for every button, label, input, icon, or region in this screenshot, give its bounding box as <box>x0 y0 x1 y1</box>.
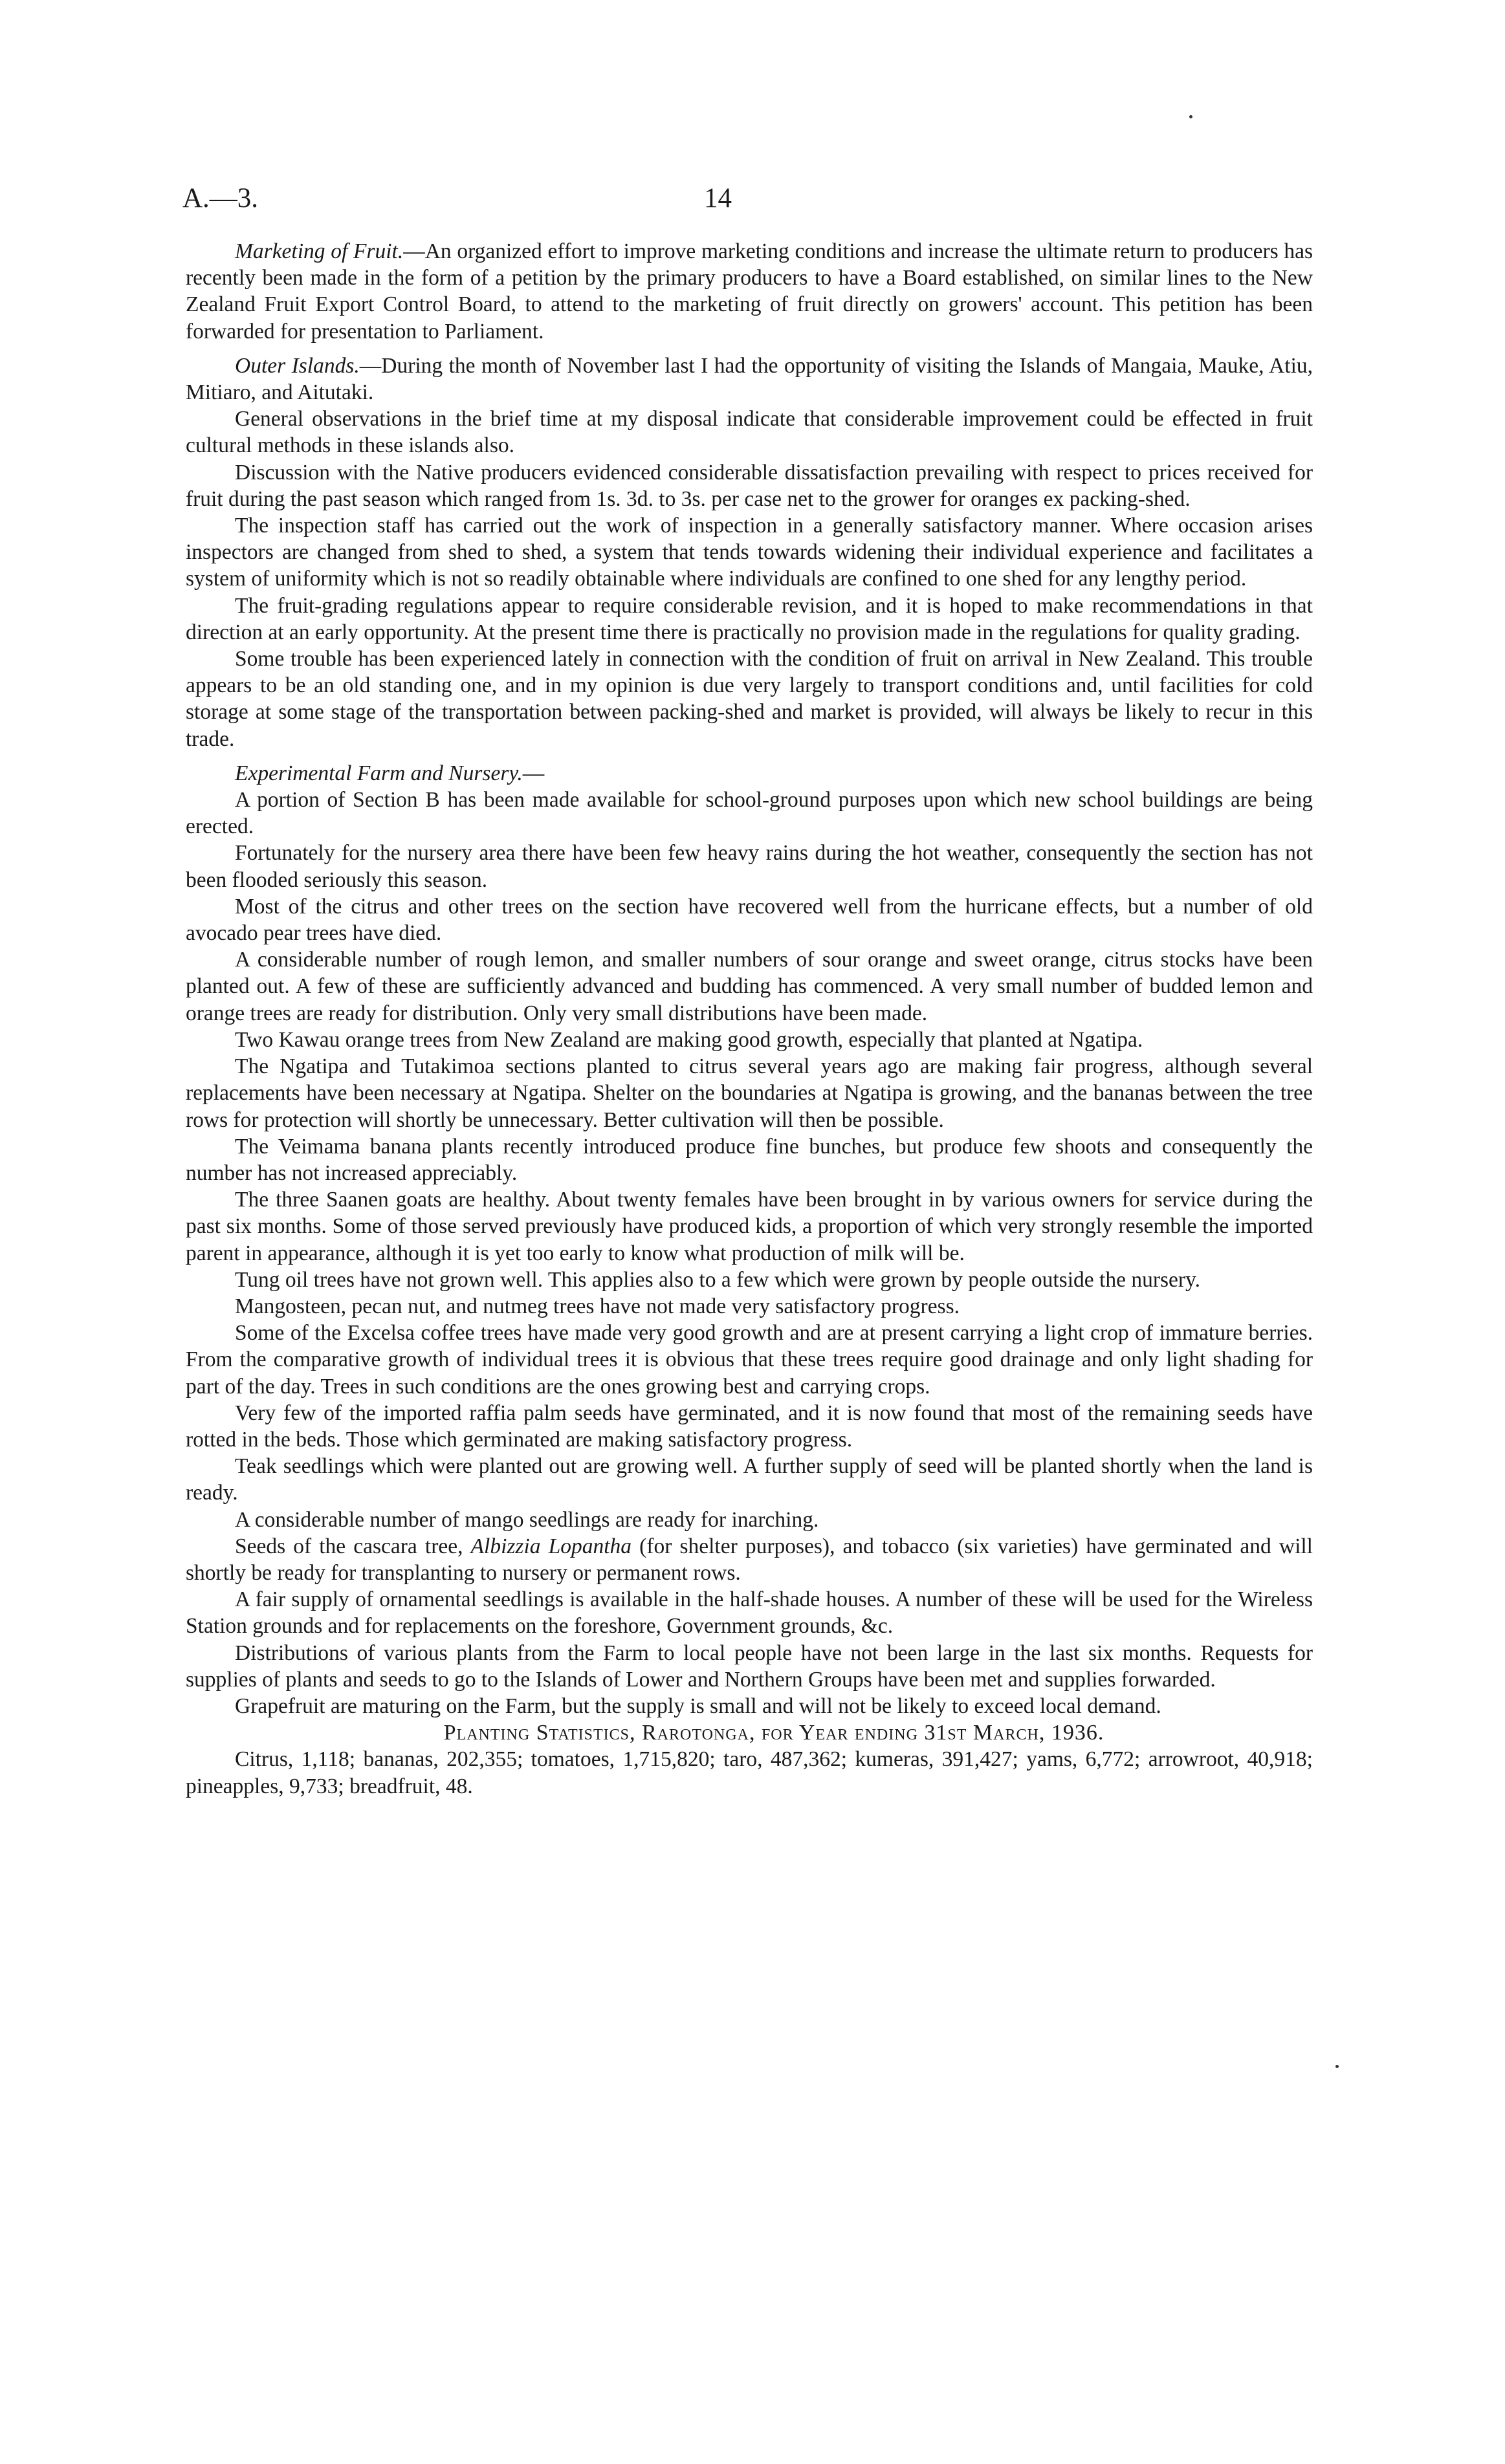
farm-heading-line <box>186 760 1313 787</box>
paragraph: The Ngatipa and Tutakimoa sections planted to citrus several years ago are making fair progress, although several replacements have been necessary at Ngatipa. Shelter on the boundaries at Ngatipa is growing, and the bananas between the tree rows for protection will shortly be unnecessary. Better cultivation will then be possible. <box>186 1054 1313 1132</box>
marketing-heading: Marketing of Fruit. <box>235 239 404 263</box>
outer-islands-heading: Outer Islands. <box>235 353 360 378</box>
paragraph: The Veimama banana plants recently introduced produce fine bunches, but produce few shoots and consequently the number has not increased appreciably. <box>186 1134 1313 1185</box>
marketing-text: —An organized effort to improve marketing conditions and increase the ultimate return to producers has recently been made in the form of a petition by the primary producers to have a Board established, on similar lines to the New Zealand Fruit Export Control Board, to attend to the marketing of fruit directly on growers' account. This petition has been forwarded for presentation to Parliament. <box>186 239 1313 343</box>
paragraph: Most of the citrus and other trees on the section have recovered well from the hurricane effects, but a number of old avocado pear trees have died. <box>186 894 1313 946</box>
seeds-text-before: Seeds of the cascara tree, <box>235 1534 471 1558</box>
statistics-text: Citrus, 1,118; bananas, 202,355; tomatoes, 1,715,820; taro, 487,362; kumeras, 391,427; yams, 6,772; arrowroot, 40,918; pineapples, 9,733; breadfruit, 48. <box>186 1747 1313 1798</box>
paragraph: The fruit-grading regulations appear to require considerable revision, and it is hoped to make recommendations in that direction at an early opportunity. At the present time there is practically no provision made in the regulations for quality grading. <box>186 593 1313 644</box>
page-number: 14 <box>704 183 732 213</box>
statistics-title: Planting Statistics, Rarotonga, for Year ending 31st March, 1936. <box>443 1721 1104 1745</box>
paragraph: Distributions of various plants from the Farm to local people have not been large in the last six months. Requests for supplies of plants and seeds to go to the Islands of Lower and Northern Groups have been met and supplies forwarded. <box>186 1641 1313 1692</box>
speck-mark <box>1335 2065 1339 2068</box>
paragraph: The three Saanen goats are healthy. About twenty females have been brought in by various owners for service during the past six months. Some of those served previously have produced kids, a proportion of which very strongly resemble the imported parent in appearance, although it is yet too early to know what production of milk will be. <box>186 1188 1313 1265</box>
marketing-paragraph <box>186 238 1313 345</box>
seeds-paragraph <box>186 1533 1313 1586</box>
paragraph: A considerable number of mango seedlings are ready for inarching. <box>235 1507 819 1532</box>
farm-heading-dash: — <box>522 761 545 785</box>
outer-islands-text: —During the month of November last I had the opportunity of visiting the Islands of Mangaia, Mauke, Atiu, Mitiaro, and Aitutaki. <box>186 353 1313 405</box>
document-body <box>186 238 1313 1800</box>
paragraph: General observations in the brief time at my disposal indicate that considerable improvement could be effected in fruit cultural methods in these islands also. <box>186 407 1313 458</box>
paragraph: Mangosteen, pecan nut, and nutmeg trees have not made very satisfactory progress. <box>235 1294 960 1318</box>
page-header <box>0 182 1505 221</box>
outer-islands-paragraph <box>186 353 1313 406</box>
paragraph: Some trouble has been experienced lately in connection with the condition of fruit on arrival in New Zealand. This trouble appears to be an old standing one, and in my opinion is due very largely to transport conditions and, until facilities for cold storage at some stage of the transportation between packing-shed and market is provided, will always be likely to recur in this trade. <box>186 647 1313 751</box>
seeds-text-after: (for shelter purposes), and tobacco (six varieties) have germinated and will shortly be ready for transplanting to nursery or permanent rows. <box>186 1534 1313 1585</box>
paragraph: Fortunately for the nursery area there have been few heavy rains during the hot weather, consequently the section has not been flooded seriously this season. <box>186 841 1313 892</box>
species-name: Albizzia Lopantha <box>470 1534 632 1558</box>
speck-mark <box>1189 115 1192 118</box>
document-reference: A.—3. <box>182 183 259 213</box>
paragraph: The inspection staff has carried out the work of inspection in a generally satisfactory manner. Where occasion arises inspectors are changed from shed to shed, a system that tends towards widening their individual experience and facilitates a system of uniformity which is not so readily obtainable where individuals are confined to one shed for any lengthy period. <box>186 514 1313 591</box>
paragraph: Two Kawau orange trees from New Zealand are making good growth, especially that planted at Ngatipa. <box>235 1027 1143 1052</box>
paragraph: Some of the Excelsa coffee trees have made very good growth and are at present carrying a light crop of immature berries. From the comparative growth of individual trees it is obvious that these trees require good drainage and only light shading for part of the day. Trees in such conditions are the ones growing best and carrying crops. <box>186 1321 1313 1399</box>
paragraph: Tung oil trees have not grown well. This applies also to a few which were grown by people outside the nursery. <box>235 1267 1200 1292</box>
paragraph: Teak seedlings which were planted out are growing well. A further supply of seed will be planted shortly when the land is ready. <box>186 1454 1313 1505</box>
paragraph: Grapefruit are maturing on the Farm, but the supply is small and will not be likely to exceed local demand. <box>235 1694 1161 1718</box>
paragraph: Discussion with the Native producers evidenced considerable dissatisfaction prevailing with respect to prices received for fruit during the past season which ranged from 1s. 3d. to 3s. per case net to the grower for oranges ex packing-shed. <box>186 460 1313 511</box>
paragraph: A fair supply of ornamental seedlings is available in the half-shade houses. A number of these will be used for the Wireless Station grounds and for replacements on the foreshore, Government grounds, &c. <box>186 1587 1313 1639</box>
paragraph: Very few of the imported raffia palm seeds have germinated, and it is now found that most of the remaining seeds have rotted in the beds. Those which germinated are making satisfactory progress. <box>186 1401 1313 1452</box>
paragraph: A considerable number of rough lemon, and smaller numbers of sour orange and sweet orange, citrus stocks have been planted out. A few of these are sufficiently advanced and budding has commenced. A very small number of budded lemon and orange trees are ready for distribution. Only very small distributions have been made. <box>186 948 1313 1025</box>
paragraph: A portion of Section B has been made available for school-ground purposes upon which new school buildings are being erected. <box>186 788 1313 839</box>
farm-heading: Experimental Farm and Nursery. <box>235 761 523 785</box>
